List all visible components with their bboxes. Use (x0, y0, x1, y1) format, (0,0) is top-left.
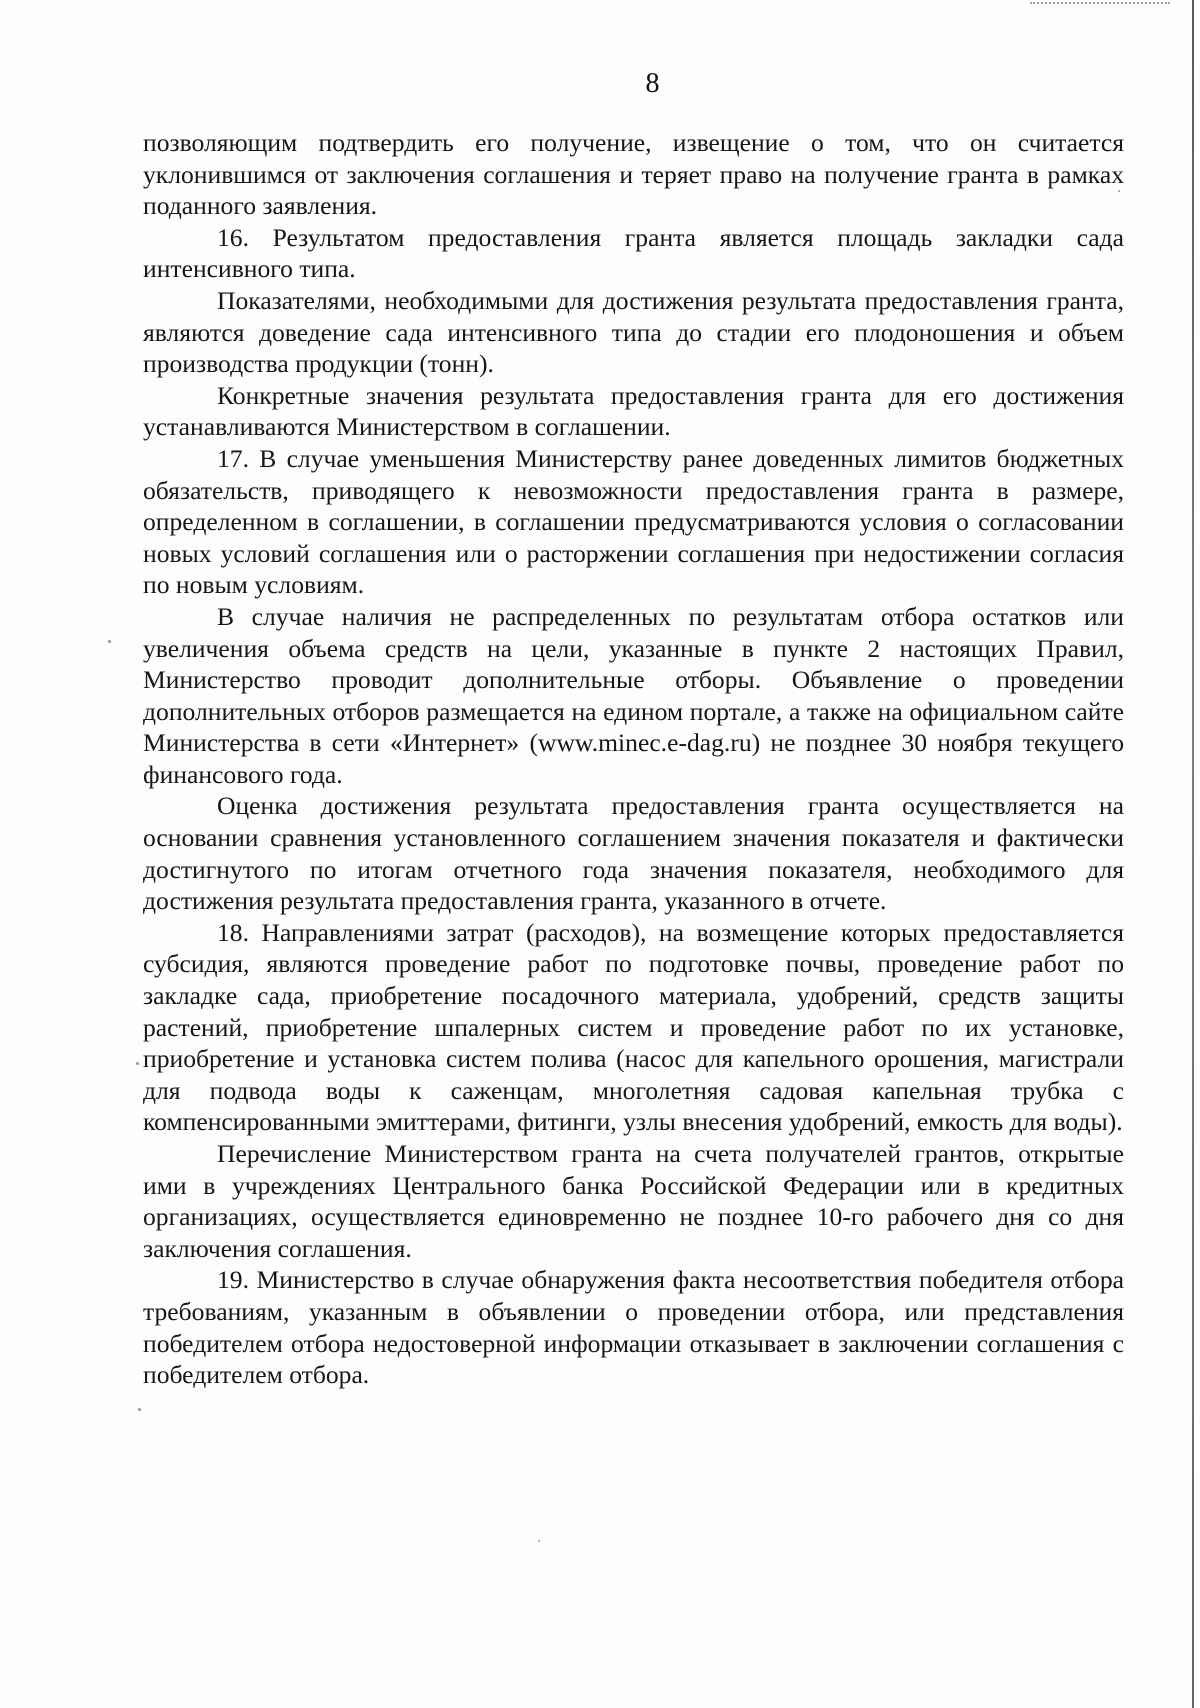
paragraph-19: 19. Министерство в случае обнаружения факта несоответствия победителя отбора требованиям, указанным в объявлении о проведении отбора, или представления победителем отбора недостоверной информации отказывает в заключении соглашения с победителем отбора. (143, 1265, 1124, 1390)
paragraph-continuation: позволяющим подтвердить его получение, извещение о том, что он считается уклонившимся от заключения соглашения и теряет право на получение гранта в рамках поданного заявления. (143, 128, 1124, 221)
paragraph-indicators: Показателями, необходимыми для достижения результата предоставления гранта, являются доведение сада интенсивного типа до стадии его плодоношения и объем производства продукции (тонн). (143, 285, 1124, 379)
paragraph-specific-values: Конкретные значения результата предоставления гранта для его достижения устанавливаются Министерством в соглашении. (143, 380, 1124, 442)
paragraph-16: 16. Результатом предоставления гранта является площадь закладки сада интенсивного типа. (143, 222, 1124, 284)
scan-speck (538, 1540, 540, 1542)
paragraph-18: 18. Направлениями затрат (расходов), на возмещение которых предоставляется субсидия, являются проведение работ по подготовке почвы, проведение работ по закладке сада, приобретение посадочного материала, удобрений, средств защиты растений, приобретение шпалерных систем и проведение работ по их установке, приобретение и установка систем полива (насос для капельного орошения, магистрали для подвода воды к саженцам, многолетняя садовая капельная трубка с компенсированными эмиттерами, фитинги, узлы внесения удобрений, емкость для воды). (143, 917, 1124, 1137)
page-number: 8 (645, 68, 660, 99)
scan-speck (108, 640, 111, 643)
document-body (143, 127, 1124, 1391)
paragraph-17: 17. В случае уменьшения Министерству ранее доведенных лимитов бюджетных обязательств, приводящего к невозможности предоставления гранта в размере, определенном в соглашении, в соглашении предусматриваются условия о согласовании новых условий соглашения или о расторжении соглашения при недостижении согласия по новым условиям. (143, 443, 1124, 600)
paragraph-transfer: Перечисление Министерством гранта на счета получателей грантов, открытые ими в учреждениях Центрального банка Российской Федерации или в кредитных организациях, осуществляется единовременно не позднее 10-го рабочего дня со дня заключения соглашения. (143, 1139, 1124, 1263)
scan-speck (1118, 190, 1120, 192)
scan-edge-line (1192, 0, 1194, 1708)
scan-speck (138, 1408, 141, 1411)
paragraph-result-assessment: Оценка достижения результата предоставления гранта осуществляется на основании сравнения установленного соглашением значения показателя и фактически достигнутого по итогам отчетного года значения показателя, необходимого для достижения результата предоставления гранта, указанного в отчете. (143, 791, 1124, 916)
scan-speck (136, 1062, 139, 1065)
paragraph-additional-selection: В случае наличия не распределенных по результатам отбора остатков или увеличения объема средств на цели, указанные в пункте 2 настоящих Правил, Министерство проводит дополнительные отборы. Объявление о проведении дополнительных отборов размещается на едином портале, а также на официальном сайте Министерства в сети «Интернет» (www.minec.e-dag.ru) не позднее 30 ноября текущего финансового года. (143, 601, 1124, 789)
scan-top-mark (1030, 2, 1170, 6)
